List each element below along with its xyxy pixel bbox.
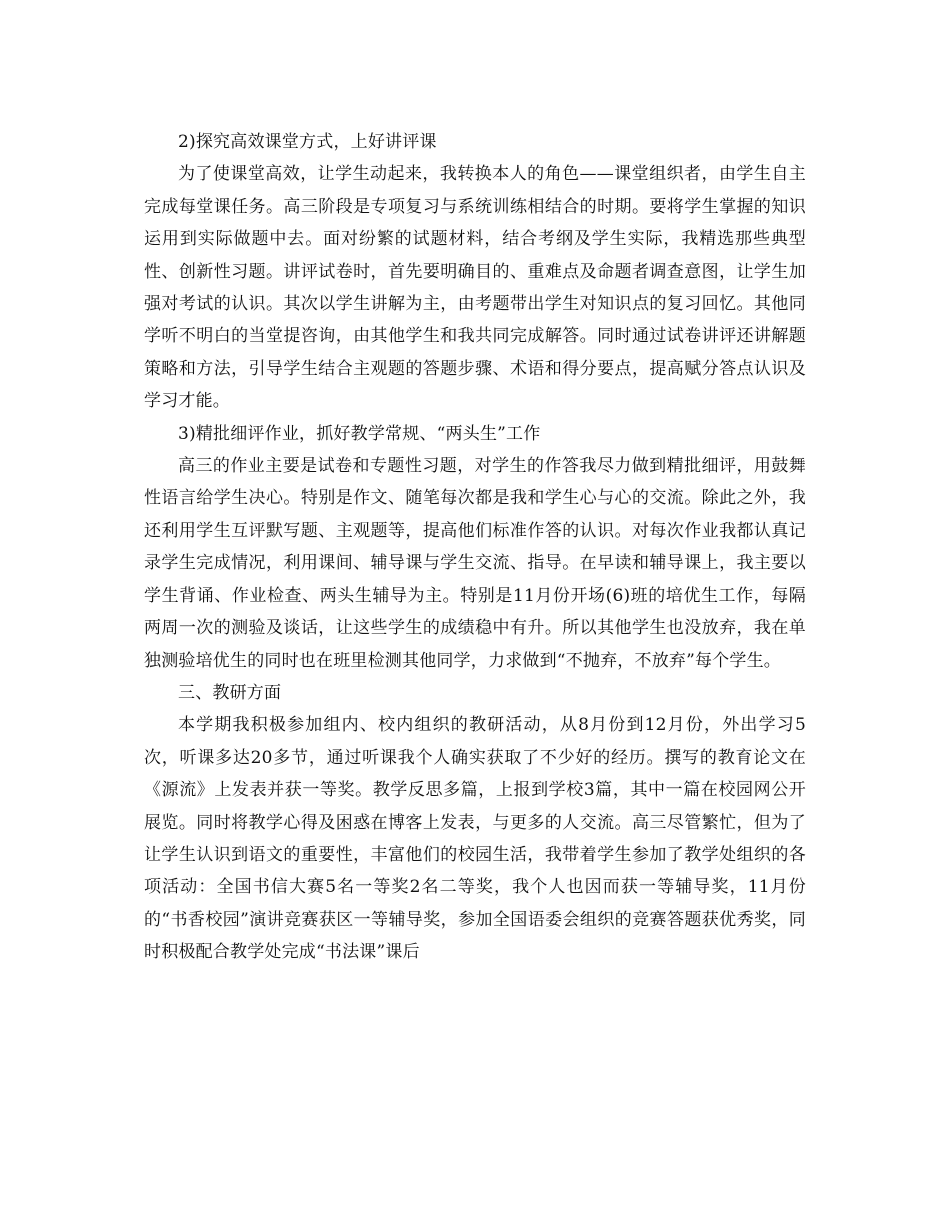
document-body (144, 126, 806, 969)
paragraph-classroom-review: 为了使课堂高效，让学生动起来，我转换本人的角色——课堂组织者，由学生自主完成每堂课任务。高三阶段是专项复习与系统训练相结合的时期。要将学生掌握的知识运用到实际做题中去。面对纷繁的试题材料，结合考纲及学生实际，我精选那些典型性、创新性习题。讲评试卷时，首先要明确目的、重难点及命题者调查意图，让学生加强对考试的认识。其次以学生讲解为主，由考题带出学生对知识点的复习回忆。其他同学听不明白的当堂提咨询，由其他学生和我共同完成解答。同时通过试卷讲评还讲解题策略和方法，引导学生结合主观题的答题步骤、术语和得分要点，提高赋分答点认识及学习才能。 (144, 164, 806, 412)
paragraph-homework: 高三的作业主要是试卷和专题性习题，对学生的作答我尽力做到精批细评，用鼓舞性语言给学生决心。特别是作文、随笔每次都是我和学生心与心的交流。除此之外，我还利用学生互评默写题、主观题等，提高他们标准作答的认识。对每次作业我都认真记录学生完成情况，利用课间、辅导课与学生交流、指导。在早读和辅导课上，我主要以学生背诵、作业检查、两头生辅导为主。特别是11月份开场(6)班的培优生工作，每隔两周一次的测验及谈话，让这些学生的成绩稳中有升。所以其他学生也没放弃，我在单独测验培优生的同时也在班里检测其他同学，力求做到“不抛弃，不放弃”每个学生。 (144, 456, 806, 671)
subheading-efficient-classroom: 2)探究高效课堂方式，上好讲评课 (178, 132, 437, 152)
paragraph-research: 本学期我积极参加组内、校内组织的教研活动，从8月份到12月份，外出学习5次，听课多达20多节，通过听课我个人确实获取了不少好的经历。撰写的教育论文在《源流》上发表并获一等奖。教学反思多篇，上报到学校3篇，其中一篇在校园网公开展览。同时将教学心得及困惑在博客上发表，与更多的人交流。高三尽管繁忙，但为了让学生认识到语文的重要性，丰富他们的校园生活，我带着学生参加了教学处组织的各项活动：全国书信大赛5名一等奖2名二等奖，我个人也因而获一等辅导奖，11月份的“书香校园”演讲竞赛获区一等辅导奖，参加全国语委会组织的竞赛答题获优秀奖，同时积极配合教学处完成“书法课”课后 (144, 715, 806, 963)
section-heading-research: 三、教研方面 (178, 682, 282, 703)
subheading-homework-grading: 3)精批细评作业，抓好教学常规、“两头生”工作 (178, 423, 541, 444)
